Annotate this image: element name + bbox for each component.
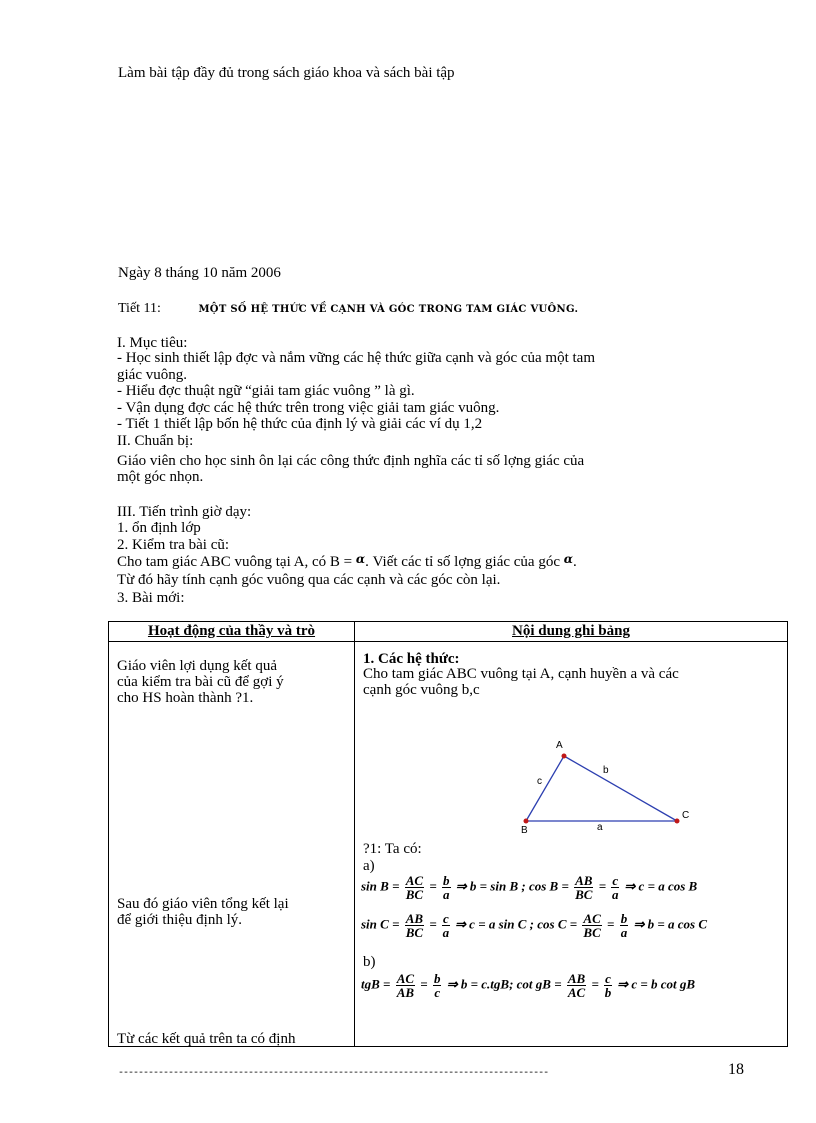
fraction <box>604 972 612 999</box>
formula-text: = <box>429 916 437 932</box>
fraction <box>405 912 424 939</box>
teacher-activity-cell <box>109 642 355 1047</box>
denominator: AC <box>567 985 586 1000</box>
lesson-table <box>108 621 788 1047</box>
page-number: 18 <box>728 1061 744 1078</box>
formula-text: = <box>420 976 428 992</box>
question-1: ?1: Ta có: <box>363 841 422 857</box>
formula-line-1 <box>361 874 697 901</box>
numerator: c <box>443 911 449 926</box>
fraction <box>433 972 442 999</box>
right-heading: 1. Các hệ thức: <box>363 651 460 667</box>
alpha-symbol: α <box>563 552 573 566</box>
formula-text: ⇒ b = sin B ; cos B = <box>455 878 569 894</box>
footer-dashes: -------------------------------------------------------------------------------------- <box>118 1068 549 1079</box>
formula-text: sin C = <box>361 916 400 932</box>
numerator: c <box>612 873 619 888</box>
check-question <box>117 552 577 570</box>
objectives-heading: I. Mục tiêu: <box>117 335 188 351</box>
denominator: BC <box>405 887 424 902</box>
denominator: c <box>434 985 441 1000</box>
left-note-1b: của kiểm tra bài cũ để gợi ý <box>117 674 284 690</box>
numerator: b <box>443 873 450 888</box>
fraction <box>582 912 601 939</box>
denominator: BC <box>405 925 424 940</box>
fraction <box>442 874 451 901</box>
step-1: 1. ổn định lớp <box>117 520 201 536</box>
vertex-b-point <box>524 819 529 824</box>
denominator: a <box>620 925 628 940</box>
numerator: AB <box>567 971 586 986</box>
objective-4: - Tiết 1 thiết lập bốn hệ thức của định lý và giải các ví dụ 1,2 <box>117 416 483 432</box>
part-a-label: a) <box>363 858 375 874</box>
fraction <box>620 912 629 939</box>
formula-text: ⇒ b = c.tgB; cot gB = <box>446 976 562 992</box>
left-note-3: Từ các kết quả trên ta có định <box>117 1031 296 1047</box>
left-note-2b: để giới thiệu định lý. <box>117 912 243 928</box>
formula-text: ⇒ c = a cos B <box>624 878 698 894</box>
step-3: 3. Bài mới: <box>117 590 185 606</box>
formula-text: = <box>598 878 607 894</box>
step-2: 2. Kiểm tra bài cũ: <box>117 537 230 553</box>
vertex-a-point <box>562 754 567 759</box>
numerator: AB <box>575 873 593 888</box>
numerator: c <box>605 971 611 986</box>
fraction <box>574 874 593 901</box>
numerator: b <box>433 971 441 986</box>
intro-line: Làm bài tập đầy đủ trong sách giáo khoa và sách bài tập <box>118 65 455 81</box>
objective-1: - Học sinh thiết lập đợc và nắm vững các hệ thức giữa cạnh và góc của một tam <box>117 350 595 366</box>
numerator: AB <box>405 911 424 926</box>
alpha-symbol: α <box>355 552 366 566</box>
board-content-cell <box>355 642 788 1047</box>
left-note-2: Sau đó giáo viên tổng kết lại <box>117 896 289 912</box>
col-header-teacher: Hoạt động của thầy và trò <box>109 622 355 642</box>
formula-line-2 <box>361 912 707 939</box>
check-question-cont: Từ đó hãy tính cạnh góc vuông qua các cạnh và các góc còn lại. <box>117 572 501 588</box>
denominator: AB <box>396 985 415 1000</box>
right-text-cont: cạnh góc vuông b,c <box>363 682 480 698</box>
fraction <box>396 972 415 999</box>
numerator: AC <box>583 911 601 926</box>
formula-line-3 <box>361 972 695 999</box>
formula-text: tgB = <box>361 976 391 992</box>
objective-1-cont: giác vuông. <box>117 367 187 383</box>
numerator: b <box>620 911 628 926</box>
denominator: a <box>612 887 619 902</box>
numerator: AC <box>396 971 415 986</box>
vertex-c-point <box>675 819 680 824</box>
right-text: Cho tam giác ABC vuông tại A, cạnh huyền a và các <box>363 666 679 682</box>
prep-text: Giáo viên cho học sinh ôn lại các công thức định nghĩa các tỉ số lợng giác của <box>117 453 585 469</box>
formula-text: ⇒ c = a sin C ; cos C = <box>455 916 578 932</box>
left-note-1c: cho HS hoàn thành ?1. <box>117 690 254 706</box>
denominator: b <box>604 985 612 1000</box>
denominator: a <box>442 925 450 940</box>
label-side-c: c <box>537 776 542 787</box>
process-heading: III. Tiến trình giờ dạy: <box>117 504 252 520</box>
check-text-3: . <box>572 554 577 570</box>
fraction <box>442 912 450 939</box>
formula-text: ⇒ b = a cos C <box>633 916 707 932</box>
lesson-title: MỘT SỐ HỆ THỨC VỀ CẠNH VÀ GÓC TRONG TAM GIÁC VUÔNG. <box>198 304 579 315</box>
check-text-2: . Viết các tỉ số lợng giác của góc <box>365 554 560 570</box>
lesson-date: Ngày 8 tháng 10 năm 2006 <box>118 265 281 281</box>
fraction <box>405 874 424 901</box>
objective-2: - Hiểu đợc thuật ngữ “giải tam giác vuông ” là gì. <box>117 383 415 399</box>
fraction <box>567 972 586 999</box>
label-B: B <box>521 825 528 834</box>
part-b-label: b) <box>363 954 376 970</box>
formula-text: sin B = <box>361 878 400 894</box>
label-side-a: a <box>597 822 603 833</box>
col-header-board: Nội dung ghi bảng <box>355 622 788 642</box>
lesson-period: Tiết 11: <box>118 301 161 316</box>
check-text-1: Cho tam giác ABC vuông tại A, có B = <box>117 554 353 570</box>
objective-3: - Vận dụng đợc các hệ thức trên trong việc giải tam giác vuông. <box>117 400 500 416</box>
denominator: BC <box>583 925 601 940</box>
triangle-figure <box>515 734 725 834</box>
formula-text: = <box>607 916 615 932</box>
formula-text: = <box>429 878 437 894</box>
denominator: a <box>443 887 450 902</box>
prep-text-cont: một góc nhọn. <box>117 469 204 485</box>
left-note-1: Giáo viên lợi dụng kết quả <box>117 658 277 674</box>
fraction <box>611 874 619 901</box>
lesson-title-row <box>118 301 578 317</box>
label-A: A <box>556 740 563 751</box>
numerator: AC <box>405 873 424 888</box>
denominator: BC <box>575 887 593 902</box>
side-c <box>526 756 564 821</box>
formula-text: = <box>591 976 599 992</box>
side-b <box>564 756 677 821</box>
label-side-b: b <box>603 765 609 776</box>
formula-text: ⇒ c = b cot gB <box>617 976 696 992</box>
prep-heading: II. Chuẩn bị: <box>117 433 194 449</box>
label-C: C <box>682 810 690 821</box>
